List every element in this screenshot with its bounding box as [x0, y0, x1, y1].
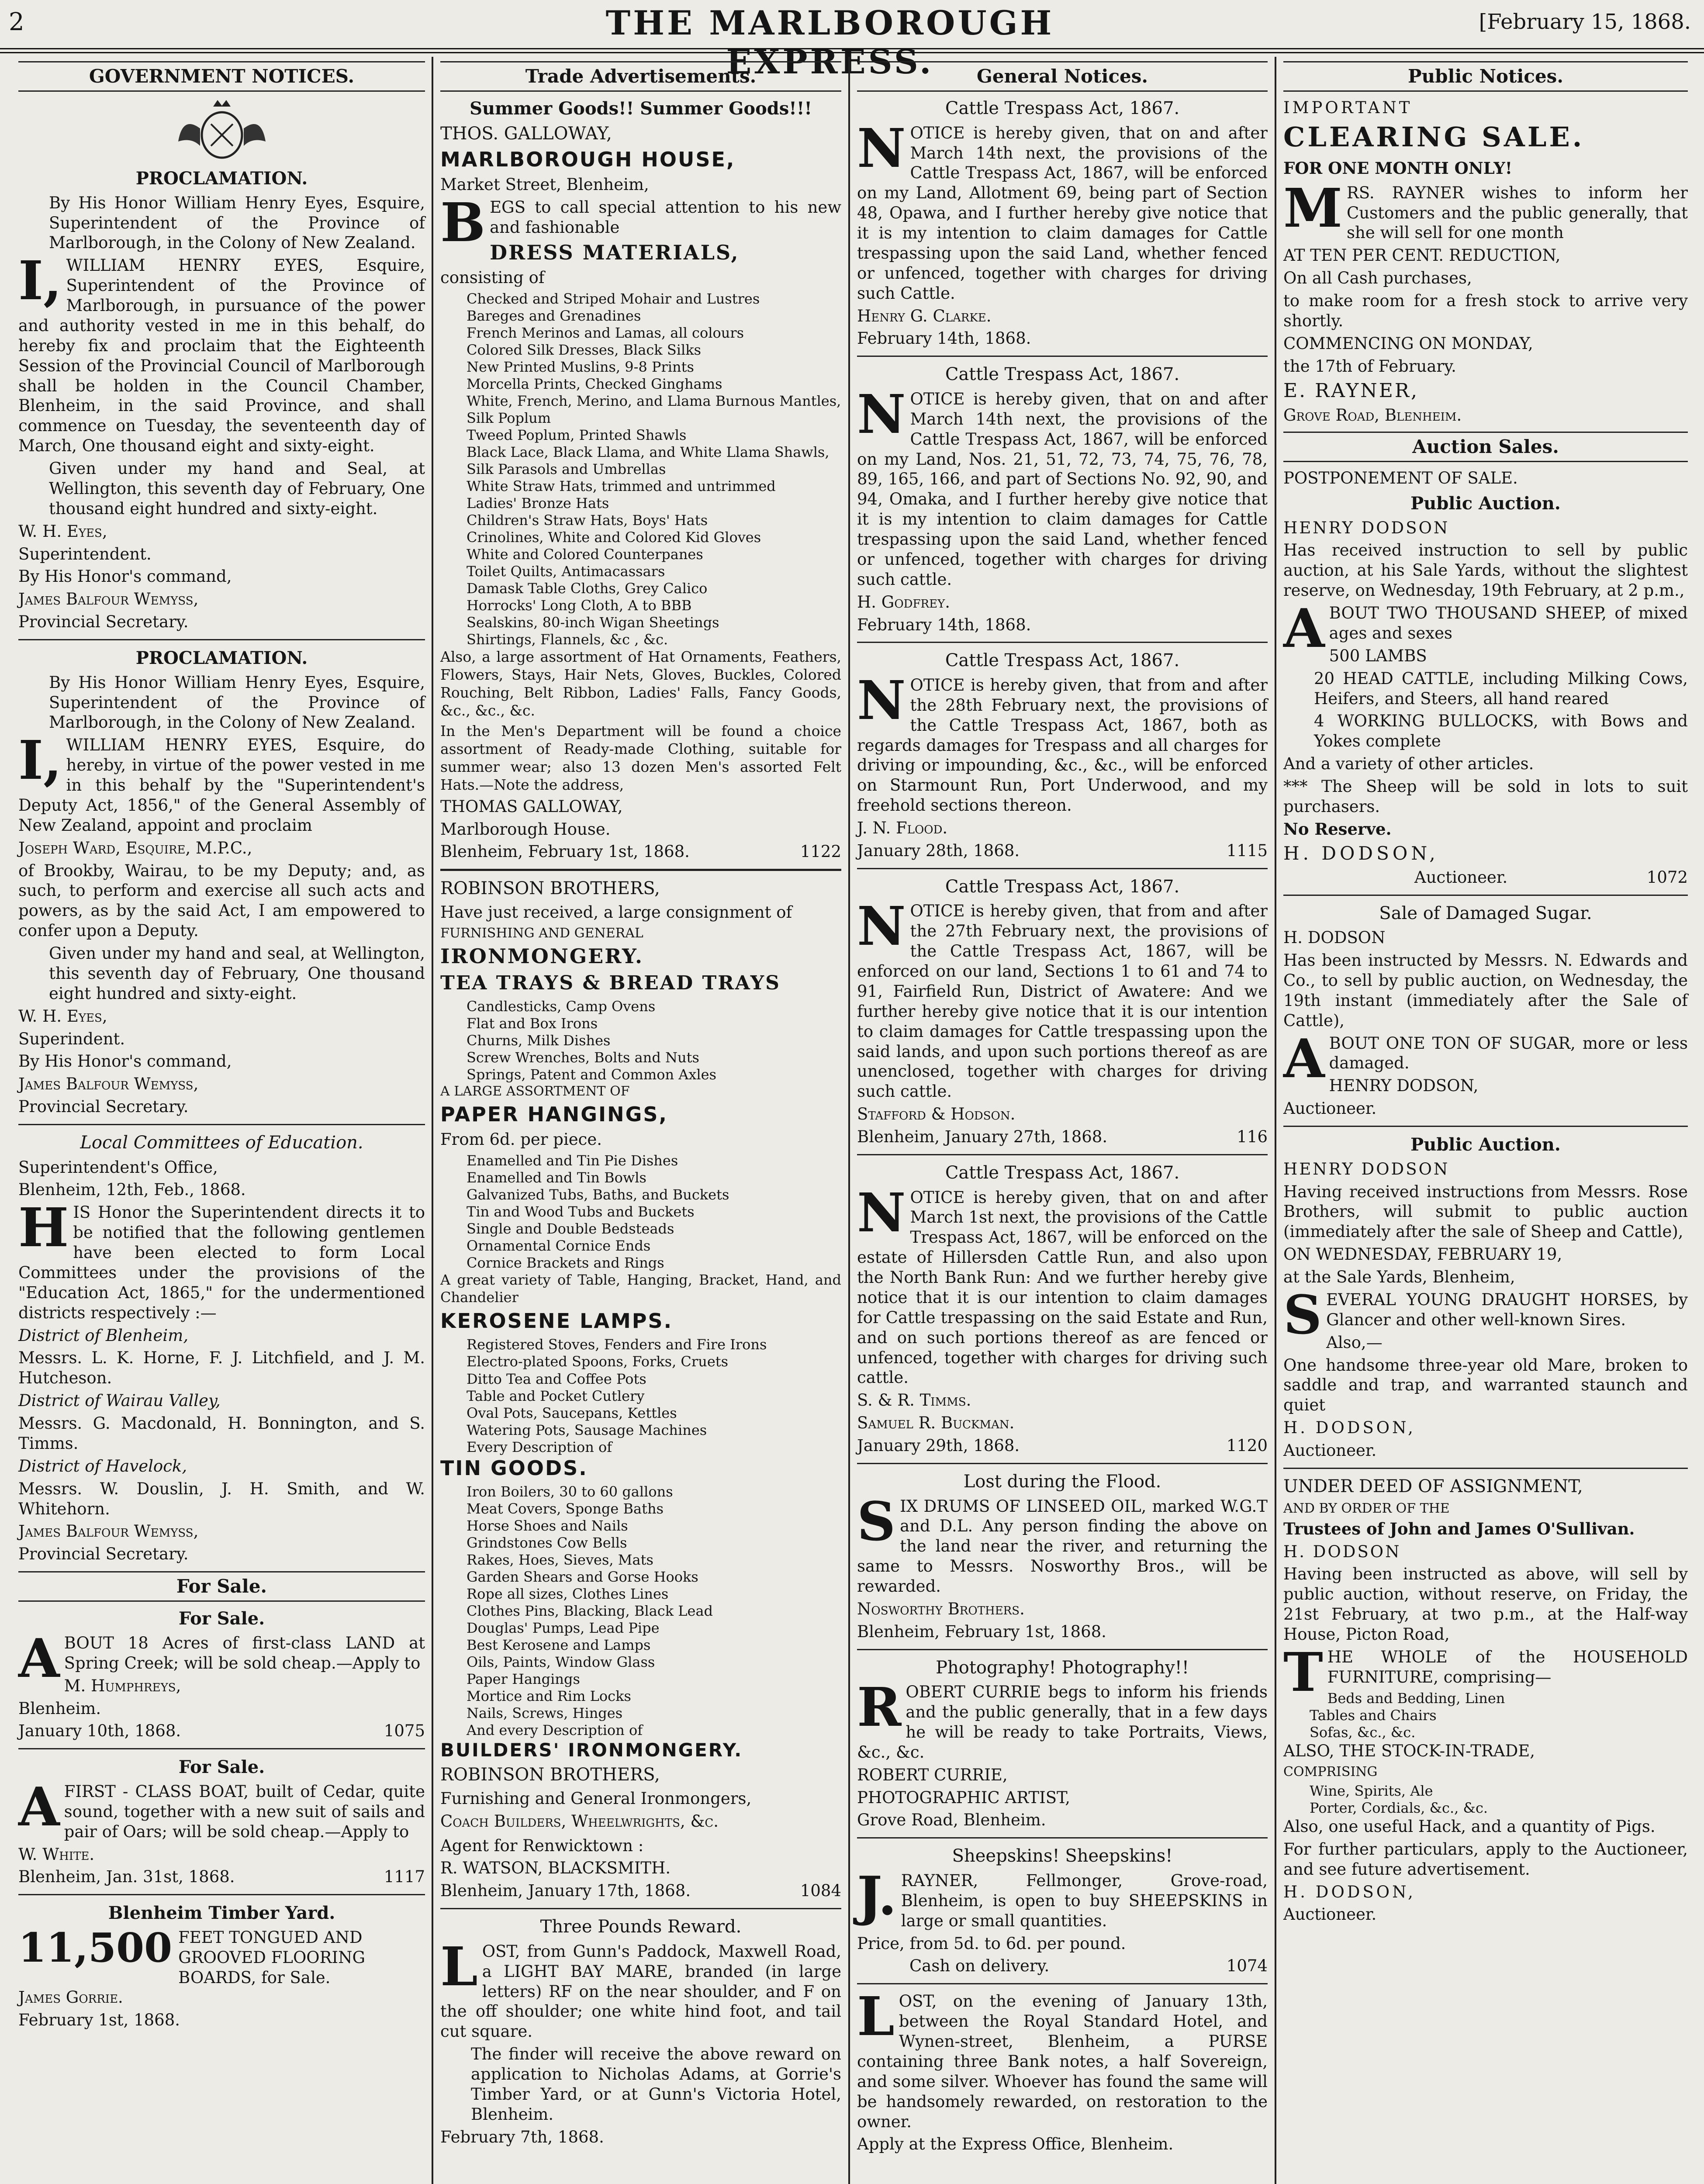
timber-quantity: 11,500 [18, 1924, 173, 1971]
list-item: Candlesticks, Camp Ovens [467, 998, 656, 1015]
clearing-body: MRS. RAYNER wishes to inform her Customers and the public generally, that she will sell for one month [1283, 176, 1688, 242]
reward-body: LOST, from Gunn's Paddock, Maxwell Road, a LIGHT BAY MARE, branded (in large letters) RF on the near shoulder, and F on the off shoulder; one white hind foot, and tail cut square. [440, 1935, 841, 2041]
robinson-desc: Furnishing and General Ironmongers, [440, 1789, 752, 1808]
list-item: Single and Double Bedsteads [467, 1220, 674, 1237]
ad-footer [440, 842, 841, 862]
auction-no-reserve: No Reserve. [1283, 819, 1392, 839]
list-item: Crinolines, White and Colored Kid Gloves [467, 529, 761, 546]
clearing-reduction: AT TEN PER CENT. REDUCTION, [1283, 246, 1561, 265]
auction-horses: SEVERAL YOUNG DRAUGHT HORSES, by Glancer and other well-known Sires. [1283, 1283, 1688, 1346]
list-item: Springs, Patent and Common Axles [467, 1066, 716, 1083]
notice-body: NOTICE is hereby given, that on and after March 14th next, the provisions of the Cattle Trespass Act, 1867, will be enforced on my Land, Nos. 21, 51, 72, 73, 74, 75, 76, 78, 89, 165, 166, and part of Sections No. 92, 90, and 94, Omaka, and I further hereby give notice that it is my intention to claim damages for Cattle trespassing upon the said Land, whether fenced or unfenced, together with charges for driving such cattle. [857, 382, 1268, 589]
galloway-consisting: consisting of [440, 268, 545, 287]
list-item: Galvanized Tubs, Baths, and Buckets [467, 1186, 729, 1203]
list-item: Horse Shoes and Nails [467, 1517, 628, 1534]
deed-trustees: Trustees of John and James O'Sullivan. [1283, 1519, 1635, 1538]
robinson-tin: TIN GOODS. [440, 1456, 588, 1480]
list-item: White, French, Merino, and Llama Burnous Mantles, Silk Poplum [467, 393, 841, 427]
notice-number: 116 [1237, 1127, 1268, 1147]
auctioneer-signature: H. DODSON, [1283, 1418, 1416, 1438]
section-header: Auction Sales. [1283, 432, 1688, 462]
list-item: And every Description of [467, 1722, 643, 1739]
district-label: District of Wairau Valley, [18, 1391, 221, 1410]
ad-date: February 7th, 1868. [440, 2127, 604, 2146]
lost-body: SIX DRUMS OF LINSEED OIL, marked W.G.T and D.L. Any person finding the above on the land near the river, and returning the same to Messrs. Nosworthy Bros., will be rewarded. [857, 1489, 1268, 1596]
auction-lambs: 500 LAMBS [1329, 646, 1427, 665]
list-item: New Printed Muslins, 9-8 Prints [467, 358, 694, 375]
column-general-notices [852, 61, 1273, 2184]
divider [857, 1154, 1268, 1155]
galloway-item-list [440, 290, 841, 649]
secretary-title: Provincial Secretary. [18, 1545, 189, 1564]
list-item: Meat Covers, Sponge Baths [467, 1500, 664, 1517]
robinson-fg: FURNISHING AND GENERAL [440, 925, 643, 941]
ad-date: Blenheim, January 17th, 1868. [440, 1881, 691, 1901]
divider [1283, 895, 1688, 896]
robinson-trays: TEA TRAYS & BREAD TRAYS [440, 972, 781, 995]
list-item: Horrocks' Long Cloth, A to BBB [467, 597, 692, 614]
list-item: Black Lace, Black Llama, and White Llama Shawls, Silk Parasols and Umbrellas [467, 444, 830, 478]
secretary-name: James Balfour Wemyss, [18, 1522, 199, 1541]
list-item: Oval Pots, Saucepans, Kettles [467, 1404, 677, 1421]
notice-title: Cattle Trespass Act, 1867. [945, 650, 1180, 671]
column-government-notices [13, 61, 430, 2184]
column-divider [432, 57, 433, 2184]
robinson-assort: A LARGE ASSORTMENT OF [440, 1083, 630, 1099]
auction-postponement: POSTPONEMENT OF SALE. [1283, 469, 1518, 488]
list-item: White Straw Hats, trimmed and untrimmed [467, 478, 776, 495]
divider [857, 642, 1268, 643]
list-item: Toilet Quilts, Antimacassars [467, 563, 665, 580]
proclamation-body: I,WILLIAM HENRY EYES, Esquire, Superintendent of the Province of Marlborough, in pursuance of the power and authority vested in me in this behalf, do hereby fix and proclaim that the Eighteenth Session of the Provincial Council of Marlborough shall be holden in the Council Chamber, Blenheim, in the said Province, and shall commence on Tuesday, the seventeenth day of March, One thousand eight and sixty-eight. [18, 249, 425, 456]
list-item: Shirtings, Flannels, &c , &c. [467, 631, 668, 648]
auction-when: ON WEDNESDAY, FEBRUARY 19, [1283, 1245, 1562, 1264]
robinson-item-list [440, 1336, 841, 1455]
robinson-name: ROBINSON BROTHERS, [440, 878, 660, 899]
notice-date: January 29th, 1868. [857, 1436, 1020, 1455]
proclamation-body-2: of Brookby, Wairau, to be my Deputy; and, as such, to perform and exercise all such acts and powers, as by the said Act, I am empowered to confer upon a Deputy. [18, 861, 425, 940]
proclamation-by: By His Honor William Henry Eyes, Esquire, Superintendent of the Province of Marlborough, in the Colony of New Zealand. [49, 673, 425, 732]
column-divider [848, 57, 850, 2184]
auction-mare: One handsome three-year old Mare, broken to saddle and trap, and warranted staunch and quiet [1283, 1355, 1688, 1415]
auction-title: Public Auction. [1410, 1134, 1561, 1155]
command-line: By His Honor's command, [18, 1052, 232, 1071]
column-trade-advertisements [435, 61, 847, 2184]
list-item: Nails, Screws, Hinges [467, 1705, 623, 1722]
list-item: Tin and Wood Tubs and Buckets [467, 1203, 695, 1220]
auction-body: Having been instructed as above, will sell by public auction, without reserve, on Friday, the 21st February, at two p.m., at the Half-way House, Picton Road, [1283, 1565, 1688, 1644]
sheepskins-title: Sheepskins! Sheepskins! [952, 1846, 1173, 1866]
divider [440, 869, 841, 871]
signature: W. H. Eyes, [18, 1006, 107, 1026]
robinson-paper: PAPER HANGINGS, [440, 1102, 668, 1126]
clearing-feb: the 17th of February. [1283, 356, 1456, 376]
photo-name: ROBERT CURRIE, [857, 1765, 1008, 1784]
page-number: 2 [9, 8, 24, 36]
notice-date: February 14th, 1868. [857, 615, 1031, 634]
photo-title: Photography! Photography!! [936, 1657, 1189, 1678]
notice-signature: Stafford & Hodson. [857, 1105, 1016, 1124]
reward-body-2: The finder will receive the above reward on application to Nicholas Adams, at Gorrie's Timber Yard, or at Gunn's Victoria Hotel, Blenheim. [471, 2045, 841, 2124]
divider [857, 1837, 1268, 1838]
auction-footer [1283, 867, 1688, 888]
lost-signature: Nosworthy Brothers. [857, 1599, 1025, 1618]
ad-signature: James Gorrie. [18, 1988, 123, 2007]
auction-further: For further particulars, apply to the Auctioneer, and see future advertisement. [1283, 1839, 1688, 1879]
divider [1283, 1126, 1688, 1127]
ad-number: 1075 [384, 1721, 425, 1741]
notice-footer [857, 1127, 1268, 1147]
ad-body: AFIRST - CLASS BOAT, built of Cedar, quite sound, together with a new suit of sails and pair of Oars; will be sold cheap.—Apply to [18, 1775, 425, 1841]
auction-body: Has received instruction to sell by public auction, at his Sale Yards, without the slightest reserve, on Wednesday, 19th February, at 2 p.m., [1283, 541, 1688, 600]
auction-also: Also,— [1326, 1333, 1383, 1352]
auction-lots: *** The Sheep will be sold in lots to suit purchasers. [1283, 777, 1688, 816]
timber-ad [18, 1924, 425, 1988]
auction-sheep: ABOUT TWO THOUSAND SHEEP, of mixed ages and sexes [1283, 597, 1688, 660]
robinson-name-2: ROBINSON BROTHERS, [440, 1765, 660, 1785]
education-title: Local Committees of Education. [80, 1133, 363, 1153]
list-item: Enamelled and Tin Bowls [467, 1169, 646, 1186]
list-item: Damask Table Cloths, Grey Calico [467, 580, 708, 597]
auctioneer-signature: H. DODSON, [1283, 842, 1439, 864]
ad-body: ABOUT 18 Acres of first-class LAND at Spring Creek; will be sold cheap.—Apply to [18, 1626, 425, 1690]
proclamation-title: PROCLAMATION. [135, 648, 308, 669]
list-item: Rope all sizes, Clothes Lines [467, 1585, 669, 1602]
list-item: Best Kerosene and Lamps [467, 1636, 651, 1653]
notice-number: 1120 [1226, 1436, 1268, 1455]
robinson-item-list [440, 998, 841, 1083]
list-item: Grindstones Cow Bells [467, 1534, 627, 1551]
ad-title: For Sale. [178, 1608, 265, 1629]
sheepskins-number: 1074 [1226, 1956, 1268, 1976]
auctioneer-signature: HENRY DODSON, [1329, 1076, 1479, 1095]
deputy-name: Joseph Ward, Esquire, M.P.C., [18, 838, 252, 857]
section-header: GOVERNMENT NOTICES. [18, 61, 425, 92]
clearing-address: Grove Road, Blenheim. [1283, 406, 1462, 425]
auctioneer-name: H. DODSON [1283, 1542, 1401, 1561]
auctioneer-title: Auctioneer. [1283, 1441, 1377, 1460]
list-item: French Merinos and Lamas, all colours [467, 324, 744, 341]
divider [857, 356, 1268, 357]
notice-body: NOTICE is hereby given, that from and after the 28th February next, the provisions of the Cattle Trespass Act, 1867, both as regards damages for Trespass and all charges for driving or impounding, &c., &c., will be enforced on Starmount Run, Port Underwood, and my freehold sections thereon. [857, 668, 1268, 815]
masthead-rule [0, 48, 1704, 53]
command-line: By His Honor's command, [18, 567, 232, 586]
auction-title: Sale of Damaged Sugar. [1379, 903, 1592, 923]
robinson-item-list [440, 1152, 841, 1272]
notice-signature: H. Godfrey. [857, 592, 951, 612]
robinson-item-list [440, 1483, 841, 1739]
photo-address: Grove Road, Blenheim. [857, 1811, 1046, 1830]
auction-sugar: ABOUT ONE TON OF SUGAR, more or less damaged. [1283, 1026, 1688, 1090]
clearing-title: CLEARING SALE. [1283, 121, 1585, 153]
notice-title: Cattle Trespass Act, 1867. [945, 364, 1180, 385]
list-item: Tables and Chairs [1310, 1707, 1437, 1724]
list-item: Registered Stoves, Fenders and Fire Irons [467, 1336, 767, 1353]
ad-number: 1117 [384, 1867, 425, 1887]
list-item: Checked and Striped Mohair and Lustres [467, 290, 760, 307]
divider [18, 639, 425, 640]
auctioneer-title: Auctioneer. [1283, 1905, 1377, 1924]
robinson-builders: BUILDERS' IRONMONGERY. [440, 1739, 743, 1761]
notice-date: Blenheim, January 27th, 1868. [857, 1127, 1108, 1147]
list-item: Wine, Spirits, Ale [1310, 1782, 1433, 1799]
list-item: Screw Wrenches, Bolts and Nuts [467, 1049, 699, 1066]
section-header: For Sale. [18, 1571, 425, 1602]
sheepskins-footer [857, 1956, 1268, 1976]
divider [857, 868, 1268, 869]
secretary-name: James Balfour Wemyss, [18, 590, 199, 609]
proclamation-given: Given under my hand and seal, at Wellington, this seventh day of February, One thousand eight hundred and sixty-eight. [49, 944, 425, 1003]
education-date: Blenheim, 12th, Feb., 1868. [18, 1180, 246, 1199]
auctioneer-title: Auctioneer. [1283, 1099, 1377, 1118]
ad-signature: W. White. [18, 1845, 95, 1864]
galloway-house: MARLBOROUGH HOUSE, [440, 148, 736, 172]
lost-title: Lost during the Flood. [963, 1471, 1161, 1492]
proclamation-given: Given under my hand and Seal, at Wellington, this seventh day of February, One thousand eight hundred and sixty-eight. [49, 459, 425, 518]
list-item: Bareges and Grenadines [467, 307, 641, 324]
galloway-also: Also, a large assortment of Hat Ornaments, Feathers, Flowers, Stays, Hair Nets, Gloves, Buckles, Colored Rouching, Belt Ribbon, Ladies' Falls, Fancy Goods, &c., &c., &c. [440, 648, 841, 719]
divider [857, 1983, 1268, 1984]
auction-bullocks: 4 WORKING BULLOCKS, with Bows and Yokes complete [1314, 712, 1688, 751]
ad-title: For Sale. [178, 1757, 265, 1778]
signature-title: Superintendent. [18, 544, 152, 563]
auction-body: Has been instructed by Messrs. N. Edwards and Co., to sell by public auction, on Wednesday, the 19th instant (immediately after the Sale of Cattle), [1283, 951, 1688, 1030]
photo-body: ROBERT CURRIE begs to inform his friends and the public generally, that in a few days he will be ready to take Portraits, Views, &c., &c. [857, 1676, 1268, 1762]
robinson-ironmongery: IRONMONGERY. [440, 944, 643, 968]
robinson-agent: Agent for Renwicktown : [440, 1836, 644, 1855]
notice-body: NOTICE is hereby given, that from and after the 27th February next, the provisions of the Cattle Trespass Act, 1867, will be enforced on our land, Sections 1 to 61 and 74 to 91, Fairfield Run, District of Awatere: And we further hereby give notice that it is our intention to claim damages for Cattle trespassing upon the said lands, and upon such portions thereof as are unenclosed, together with charges for driving such cattle. [857, 895, 1268, 1101]
ad-signature: M. Humphreys, [64, 1676, 181, 1695]
ad-title: Blenheim Timber Yard. [108, 1903, 335, 1924]
notice-signature: J. N. Flood. [857, 819, 948, 838]
galloway-signature: THOMAS GALLOWAY, [440, 797, 623, 816]
auction-variety: And a variety of other articles. [1283, 754, 1534, 774]
list-item: Ditto Tea and Coffee Pots [467, 1370, 646, 1387]
list-item: Table and Pocket Cutlery [467, 1387, 645, 1404]
notice-footer [857, 841, 1268, 861]
list-item: Ornamental Cornice Ends [467, 1237, 651, 1254]
list-item: Sofas, &c., &c. [1310, 1724, 1416, 1741]
list-item: Morcella Prints, Checked Ginghams [467, 375, 722, 392]
divider [18, 1124, 425, 1125]
photo-role: PHOTOGRAPHIC ARTIST, [857, 1788, 1071, 1807]
signature: W. H. Eyes, [18, 522, 107, 541]
list-item: Tweed Poplum, Printed Shawls [467, 427, 687, 444]
clearing-cash: On all Cash purchases, [1283, 269, 1472, 288]
list-item: Clothes Pins, Blacking, Black Lead [467, 1602, 713, 1619]
clearing-name: E. RAYNER, [1283, 379, 1419, 402]
education-body: HIS Honor the Superintendent directs it to be notified that the following gentlemen have been elected to form Local Committees under the provisions of the "Education Act, 1865," for the undermentioned districts respectively :— [18, 1196, 425, 1322]
section-header: Trade Advertisements. [440, 61, 841, 92]
timber-body: FEET TONGUED AND GROOVED FLOORING BOARDS, for Sale. [178, 1928, 366, 1987]
ad-date: Blenheim, Jan. 31st, 1868. [18, 1867, 235, 1887]
list-item: Iron Boilers, 30 to 60 gallons [467, 1483, 673, 1500]
list-item: Churns, Milk Dishes [467, 1032, 611, 1049]
stock-list [1283, 1783, 1688, 1817]
robinson-intro: Have just received, a large consignment of [440, 902, 792, 922]
notice-number: 1115 [1226, 841, 1268, 860]
district-members: Messrs. G. Macdonald, H. Bonnington, and S. Timms. [18, 1414, 425, 1453]
signature-title: Superindent. [18, 1029, 125, 1048]
list-item: Children's Straw Hats, Boys' Hats [467, 512, 708, 529]
auction-where: at the Sale Yards, Blenheim, [1283, 1268, 1515, 1287]
proclamation-body: I,WILLIAM HENRY EYES, Esquire, do hereby, in virtue of the power vested in me in this behalf by the "Superintendent's Deputy Act, 1856," of the General Assembly of New Zealand, appoint and proclaim [18, 729, 425, 835]
secretary-title: Provincial Secretary. [18, 1097, 189, 1116]
list-item: Watering Pots, Sausage Machines [467, 1421, 707, 1438]
notice-signature: S. & R. Timms. [857, 1391, 971, 1410]
list-item: Electro-plated Spoons, Forks, Cruets [467, 1353, 729, 1370]
auctioneer-name: HENRY DODSON [1283, 518, 1450, 537]
divider [857, 1649, 1268, 1650]
notice-title: Cattle Trespass Act, 1867. [945, 1162, 1180, 1183]
auction-furniture: THE WHOLE of the HOUSEHOLD FURNITURE, comprising— [1283, 1640, 1688, 1704]
clearing-important: IMPORTANT [1283, 98, 1413, 117]
list-item: Colored Silk Dresses, Black Silks [467, 341, 702, 358]
divider [18, 1748, 425, 1749]
galloway-signature-2: Marlborough House. [440, 819, 611, 839]
ad-date: Blenheim, February 1st, 1868. [440, 842, 690, 861]
ad-date: January 10th, 1868. [18, 1721, 181, 1741]
notice-signature: Henry G. Clarke. [857, 306, 992, 325]
auction-stock: ALSO, THE STOCK-IN-TRADE, [1283, 1741, 1535, 1760]
auctioneer-name: H. DODSON [1283, 928, 1386, 947]
list-item: Every Description of [467, 1438, 612, 1455]
robinson-variety: A great variety of Table, Hanging, Bracket, Hand, and Chandelier [440, 1272, 841, 1306]
ad-footer [18, 1867, 425, 1887]
divider [18, 1894, 425, 1895]
clearing-month: FOR ONE MONTH ONLY! [1283, 158, 1512, 178]
auction-comprising: COMPRISING [1283, 1764, 1378, 1780]
district-members: Messrs. W. Douslin, J. H. Smith, and W. Whitehorn. [18, 1479, 425, 1518]
divider [1283, 1468, 1688, 1469]
notice-title: Cattle Trespass Act, 1867. [945, 98, 1180, 119]
proclamation-title: PROCLAMATION. [135, 168, 308, 189]
list-item: Rakes, Hoes, Sieves, Mats [467, 1551, 653, 1568]
auctioneer-name: HENRY DODSON [1283, 1159, 1450, 1178]
list-item: Cornice Brackets and Rings [467, 1254, 664, 1272]
auction-hack: Also, one useful Hack, and a quantity of Pigs. [1283, 1817, 1656, 1836]
purse-body: LOST, on the evening of January 13th, between the Royal Standard Hotel, and Wynen-street, Blenheim, a PURSE containing three Bank notes, a half Sovereign, and some silver. Whoever has found the same will be handsomely rewarded, on restoration to the owner. [857, 1985, 1268, 2131]
galloway-top: Summer Goods!! Summer Goods!!! [470, 98, 812, 119]
secretary-title: Provincial Secretary. [18, 612, 189, 632]
list-item: Flat and Box Irons [467, 1015, 598, 1032]
auction-body: Having received instructions from Messrs. Rose Brothers, will submit to public auction (immediately after the sale of Sheep and Cattle), [1283, 1182, 1688, 1241]
sheepskins-price: Price, from 5d. to 6d. per pound. [857, 1934, 1126, 1953]
robinson-watson: R. WATSON, BLACKSMITH. [440, 1859, 671, 1878]
auctioneer-title: Auctioneer. [1414, 867, 1508, 887]
notice-date: February 14th, 1868. [857, 329, 1031, 348]
district-members: Messrs. L. K. Horne, F. J. Litchfield, and J. M. Hutcheson. [18, 1348, 425, 1388]
column-public-notices [1278, 61, 1693, 2184]
auction-number: 1072 [1646, 867, 1688, 887]
notice-body: NOTICE is hereby given, that on and after March 14th next, the provisions of the Cattle Trespass Act, 1867, will be enforced on my Land, Allotment 69, being part of Section 48, Opawa, and I further hereby give notice that it is my intention to claim damages for Cattle trespassing upon the said Land, whether fenced or unfenced, together with charges for driving such Cattle. [857, 116, 1268, 303]
list-item: Garden Shears and Gorse Hooks [467, 1568, 698, 1585]
galloway-body: BEGS to call special attention to his new and fashionable [440, 191, 841, 254]
district-label: District of Blenheim, [18, 1326, 189, 1345]
education-office: Superintendent's Office, [18, 1158, 218, 1177]
robinson-coach: Coach Builders, Wheelwrights, &c. [440, 1811, 719, 1831]
galloway-dress: DRESS MATERIALS, [490, 240, 740, 264]
divider [440, 1908, 841, 1909]
divider [857, 1463, 1268, 1464]
ad-place: Blenheim. [18, 1699, 101, 1718]
notice-title: Cattle Trespass Act, 1867. [945, 876, 1180, 897]
royal-crest-icon [169, 98, 274, 163]
newspaper-title: THE MARLBOROUGH EXPRESS. [605, 3, 1054, 81]
column-divider [1275, 57, 1276, 2184]
galloway-name: THOS. GALLOWAY, [440, 123, 612, 144]
notice-signature-2: Samuel R. Buckman. [857, 1413, 1015, 1433]
robinson-kerosene: KEROSENE LAMPS. [440, 1309, 673, 1333]
notice-footer [857, 1436, 1268, 1456]
list-item: Paper Hangings [467, 1671, 580, 1688]
lost-date: Blenheim, February 1st, 1868. [857, 1622, 1106, 1641]
issue-date: [February 15, 1868. [1479, 10, 1691, 34]
list-item: Enamelled and Tin Pie Dishes [467, 1152, 678, 1169]
purse-apply: Apply at the Express Office, Blenheim. [857, 2135, 1174, 2154]
district-label: District of Havelock, [18, 1456, 187, 1476]
list-item: Beds and Bedding, Linen [1327, 1690, 1505, 1707]
auctioneer-signature: H. DODSON, [1283, 1882, 1416, 1901]
list-item: Douglas' Pumps, Lead Pipe [467, 1619, 660, 1636]
auction-cattle: 20 HEAD CATTLE, including Milking Cows, Heifers, and Steers, all hand reared [1314, 669, 1688, 708]
robinson-from: From 6d. per piece. [440, 1130, 602, 1149]
list-item: Porter, Cordials, &c., &c. [1310, 1799, 1488, 1816]
ad-footer [18, 1721, 425, 1741]
list-item: White and Colored Counterpanes [467, 546, 703, 563]
ad-date: February 1st, 1868. [18, 2011, 180, 2030]
clearing-room: to make room for a fresh stock to arrive very shortly. [1283, 291, 1688, 330]
proclamation-by: By His Honor William Henry Eyes, Esquire, Superintendent of the Province of Marlborough, in the Colony of New Zealand. [49, 193, 425, 252]
galloway-mens: In the Men's Department will be found a choice assortment of Ready-made Clothing, suitable for summer wear; also 13 dozen Men's assorted Felt Hats.—Note the address, [440, 722, 841, 793]
ad-number: 1084 [800, 1881, 841, 1901]
section-header: General Notices. [857, 61, 1268, 92]
clearing-commencing: COMMENCING ON MONDAY, [1283, 334, 1533, 353]
list-item: Sealskins, 80-inch Wigan Sheetings [467, 614, 719, 631]
list-item: Mortice and Rim Locks [467, 1688, 631, 1705]
ad-footer [440, 1881, 841, 1901]
sheepskins-cash: Cash on delivery. [909, 1956, 1050, 1976]
list-item: Ladies' Bronze Hats [467, 495, 609, 512]
reward-title: Three Pounds Reward. [540, 1917, 742, 1937]
section-header: Public Notices. [1283, 61, 1688, 92]
ad-number: 1122 [800, 842, 841, 861]
notice-date: January 28th, 1868. [857, 841, 1020, 860]
auction-title: Public Auction. [1410, 493, 1561, 514]
list-item: Oils, Paints, Window Glass [467, 1654, 655, 1670]
sheepskins-body: J.RAYNER, Fellmonger, Grove-road, Blenheim, is open to buy SHEEPSKINS in large or small quantities. [857, 1864, 1268, 1930]
deed-title: UNDER DEED OF ASSIGNMENT, [1283, 1476, 1583, 1496]
notice-body: NOTICE is hereby given, that on and after March 1st next, the provisions of the Cattle Trespass Act, 1867, will be enforced on the estate of Hillersden Cattle Run, and also upon the North Bank Run: And we further hereby give notice that it is our intention to claim damages for Cattle trespassing on the said Estate and Run, and on such portions thereof as are fenced or unfenced, together with charges for driving such cattle. [857, 1181, 1268, 1387]
furniture-list [1283, 1690, 1688, 1741]
secretary-name: James Balfour Wemyss, [18, 1075, 199, 1094]
deed-order: AND BY ORDER OF THE [1283, 1500, 1450, 1516]
galloway-street: Market Street, Blenheim, [440, 175, 649, 194]
